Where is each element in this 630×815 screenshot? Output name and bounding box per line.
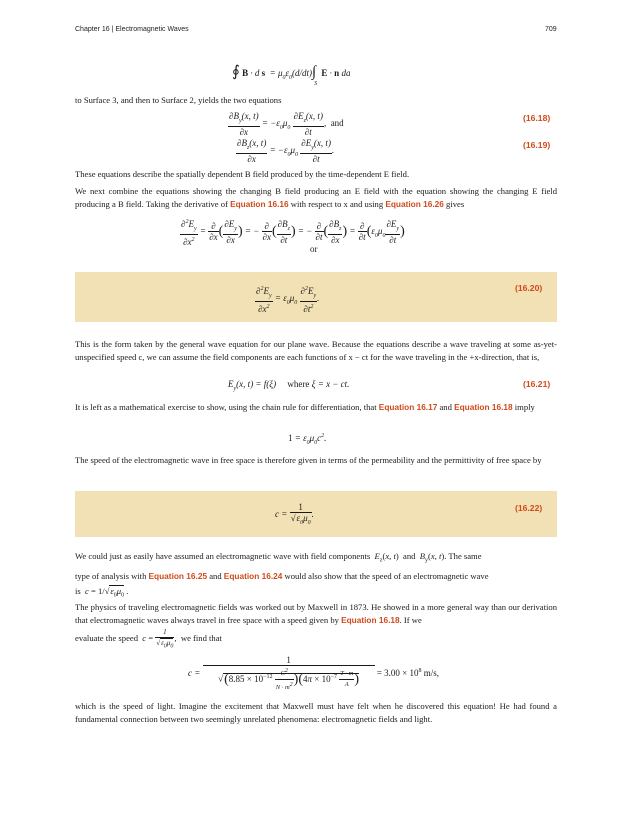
link-equation-16-24[interactable]: Equation 16.24 [223, 570, 283, 581]
eq-number-16-22: (16.22) [515, 503, 543, 513]
paragraph-surfaces: to Surface 3, and then to Surface 2, yields the two equations [75, 95, 282, 105]
eq-number-16-18: (16.18) [523, 113, 551, 123]
paragraph-chain-rule: It is left as a mathematical exercise to show, using the chain rule for differentiation, that Equation 16.17 and Equation 16.18 imply [75, 402, 535, 412]
eq-number-16-20: (16.20) [515, 283, 543, 293]
speed-of-light-equation: c = 1 $√(8.85 \times 10^{-12}$ $\frac{C^2}{N \cdot m^2}$ )($4\pi \times 10^{-7}$ $\frac{T \cdot m}{A}$ ) = $3.00 \times 10^8$ m/s, [188, 655, 439, 692]
paragraph-alternate-wave: We could just as easily have assumed an electromagnetic wave with field components $E_z(x$, t) and $B_y(x$, t). The same type of analysis with Equation 16.25 and Equation 16.24 would also show that the speed of an electromagnetic wave is $c = 1/√\varepsilon_0\mu_0$ . [75, 551, 489, 599]
derivation-equation: $\frac{\partial^2E_y}{\partial x^2}$ = $\frac{\partial}{\partial x}$ ( $\frac{\partial E_y}{\partial x}$ ) = − $\frac{\partial}{\partial x}$ ( $\frac{\partial B_z}{\partial t}$ ) = − $\frac{\partial}{\partial t}$ ( $\frac{\partial B_z}{\partial x}$ ) = $\frac{\partial}{\partial t}$ ($\varepsilon_0\mu_0$ $\frac{\partial E_y}{\partial t}$ ) [181, 219, 405, 247]
or-text: or [310, 244, 318, 254]
eq-number-16-19: (16.19) [523, 140, 551, 150]
link-equation-16-25[interactable]: Equation 16.25 [148, 570, 208, 581]
and-text: and [330, 117, 344, 128]
paragraph-maxwell: The physics of traveling electromagnetic fields was worked out by Maxwell in 1873. He showed in a more general way than our derivation that electromagnetic waves always travel in free space with a speed given by Equation 16.18. If we evaluate the speed c = $\frac{1}{√\varepsilon_0\mu_0}$ , we find that [75, 602, 557, 650]
paragraph-wave-equation: This is the form taken by the general wave equation for our plane wave. Because the equations describe a wave traveling at some as-yet-unspecified speed c, we can assume the field components are each functions of x − ct for the wave traveling in the +x-direction, that is, [75, 339, 557, 363]
chapter-header: Chapter 16 | Electromagnetic Waves [75, 26, 189, 33]
paragraph-spatial: These equations describe the spatially dependent B field produced by the time-dependent E field. [75, 169, 410, 179]
link-equation-16-17[interactable]: Equation 16.17 [378, 402, 438, 412]
eq-number-16-21: (16.21) [523, 379, 551, 389]
equation-16-19: $\frac{\partial B_z(x, t)}{\partial x}$ = $-\varepsilon_0\mu_0$ $\frac{\partial E_y(x, t)}{\partial t}$ . [237, 138, 335, 164]
link-equation-16-18[interactable]: Equation 16.18 [454, 402, 513, 412]
integral-equation: ∮ B · d $s = \mu_0\varepsilon_0(d/dt)\int_S$ E · n da [232, 64, 351, 87]
link-equation-16-16[interactable]: Equation 16.16 [230, 199, 289, 210]
page-number: 709 [545, 26, 557, 33]
equation-16-20: $\frac{\partial^2E_y}{\partial x^2}$ = $\varepsilon_0\mu_0$ $\frac{\partial^2E_y}{\partial t^2}$ . [256, 286, 320, 314]
equation-16-18: $\frac{\partial B_y(x, t)}{\partial x}$ = $-\varepsilon_0\mu_0$ $\frac{\partial E_z(x, t)}{\partial t}$ , and [229, 111, 344, 137]
equation-16-22: c = $\frac{1}{√\varepsilon_0\mu_0}$ . [275, 502, 314, 526]
link-equation-16-26[interactable]: Equation 16.26 [385, 199, 444, 210]
paragraph-combine: We next combine the equations showing the changing B field producing an E field with the equation showing the changing E field producing a B field. Taking the derivative of Equation 16.16 with respect to x and using Equation 16.26 gives [75, 186, 557, 210]
link-equation-16-18-b[interactable]: Equation 16.18 [341, 615, 400, 626]
where-text: where [287, 379, 310, 389]
paragraph-speed-of-light: which is the speed of light. Imagine the excitement that Maxwell must have felt when he discovered this equation! He had found a fundamental connection between two seemingly unrelated phenomena: electromagnetic fields and light. [75, 701, 557, 725]
equation-16-21: $E_y(x$, t) = f(ξ) where ξ = x − ct. [228, 379, 350, 392]
equation-box-16-20 [75, 272, 557, 322]
equation-c-squared: $1 = \varepsilon_0\mu_0c^2$. [288, 433, 327, 446]
equation-box-16-22 [75, 491, 557, 537]
paragraph-speed: The speed of the electromagnetic wave in free space is therefore given in terms of the permeability and the permittivity of free space by [75, 455, 542, 465]
